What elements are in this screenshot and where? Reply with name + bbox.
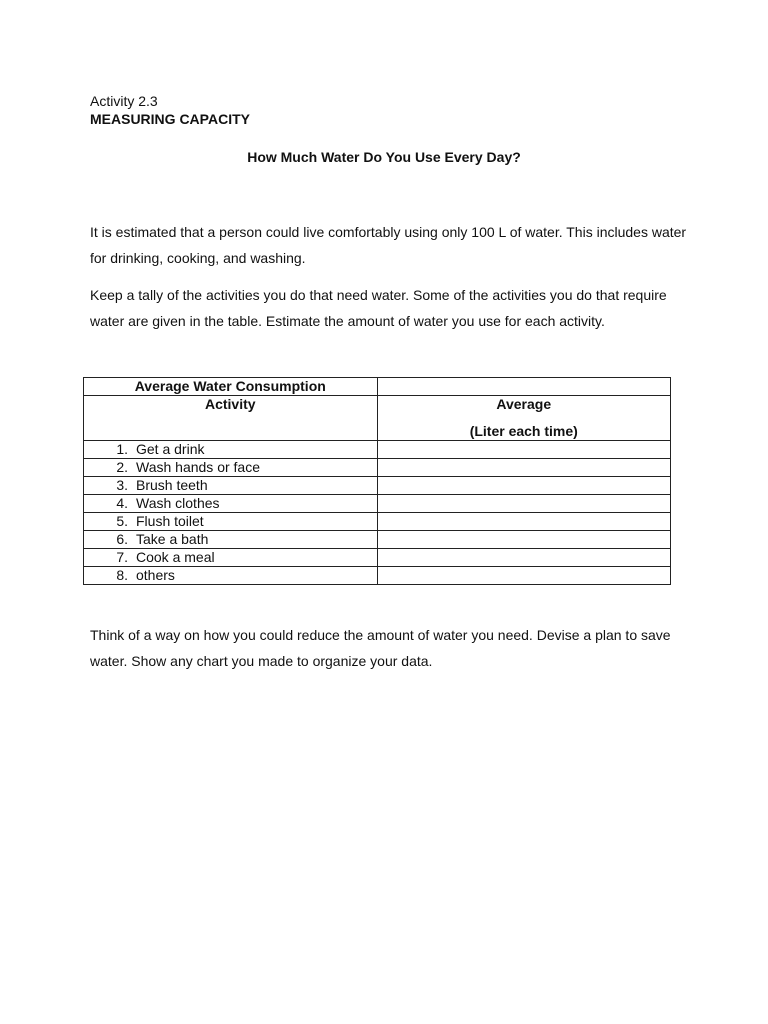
table-row [84, 459, 671, 477]
average-cell[interactable] [377, 549, 670, 567]
activity-cell [84, 531, 378, 549]
activity-label: Take a bath [136, 531, 209, 547]
activity-cell [84, 567, 378, 585]
table-row [84, 495, 671, 513]
activity-label: Brush teeth [136, 477, 208, 493]
item-number: 5. [116, 513, 128, 529]
header-activity-cell [84, 396, 378, 441]
activity-label: Cook a meal [136, 549, 215, 565]
average-cell[interactable] [377, 567, 670, 585]
table-row [84, 477, 671, 495]
activity-cell [84, 495, 378, 513]
average-cell[interactable] [377, 459, 670, 477]
intro-paragraph: It is estimated that a person could live comfortably using only 100 L of water. This includes water for drinking, cooking, and washing. [90, 224, 687, 266]
average-cell[interactable] [377, 513, 670, 531]
closing-paragraph: Think of a way on how you could reduce the amount of water you need. Devise a plan to save water. Show any chart you made to organize your data. [90, 627, 671, 669]
activity-title: MEASURING CAPACITY [90, 111, 250, 127]
table-row [84, 567, 671, 585]
item-number: 7. [116, 549, 128, 565]
average-cell[interactable] [377, 531, 670, 549]
table-row [84, 441, 671, 459]
table-header-row [84, 396, 671, 441]
instructions-paragraph: Keep a tally of the activities you do that need water. Some of the activities you do that require water are given in the table. Estimate the amount of water you use for each activity. [90, 287, 667, 329]
activity-cell [84, 459, 378, 477]
table-row [84, 513, 671, 531]
average-cell[interactable] [377, 441, 670, 459]
activity-number: Activity 2.3 [90, 93, 158, 109]
page-subtitle: How Much Water Do You Use Every Day? [247, 149, 521, 165]
activity-label: Flush toilet [136, 513, 204, 529]
header-average-cell [377, 396, 670, 441]
activity-label: Wash clothes [136, 495, 220, 511]
activity-label: Get a drink [136, 441, 205, 457]
item-number: 3. [116, 477, 128, 493]
activity-cell [84, 549, 378, 567]
table-row [84, 549, 671, 567]
table-caption-blank-cell [377, 378, 670, 396]
activity-label: others [136, 567, 175, 583]
activity-cell [84, 513, 378, 531]
table-caption-row [84, 378, 671, 396]
header-average-unit: (Liter each time) [469, 423, 578, 439]
activity-cell [84, 477, 378, 495]
item-number: 4. [116, 495, 128, 511]
item-number: 8. [116, 567, 128, 583]
water-consumption-table [83, 377, 671, 585]
average-cell[interactable] [377, 477, 670, 495]
header-average: Average [496, 396, 552, 412]
item-number: 2. [116, 459, 128, 475]
activity-label: Wash hands or face [136, 459, 260, 475]
item-number: 6. [116, 531, 128, 547]
table-row [84, 531, 671, 549]
header-activity: Activity [204, 396, 256, 412]
average-cell[interactable] [377, 495, 670, 513]
table-caption: Average Water Consumption [84, 378, 378, 396]
activity-cell [84, 441, 378, 459]
item-number: 1. [116, 441, 128, 457]
